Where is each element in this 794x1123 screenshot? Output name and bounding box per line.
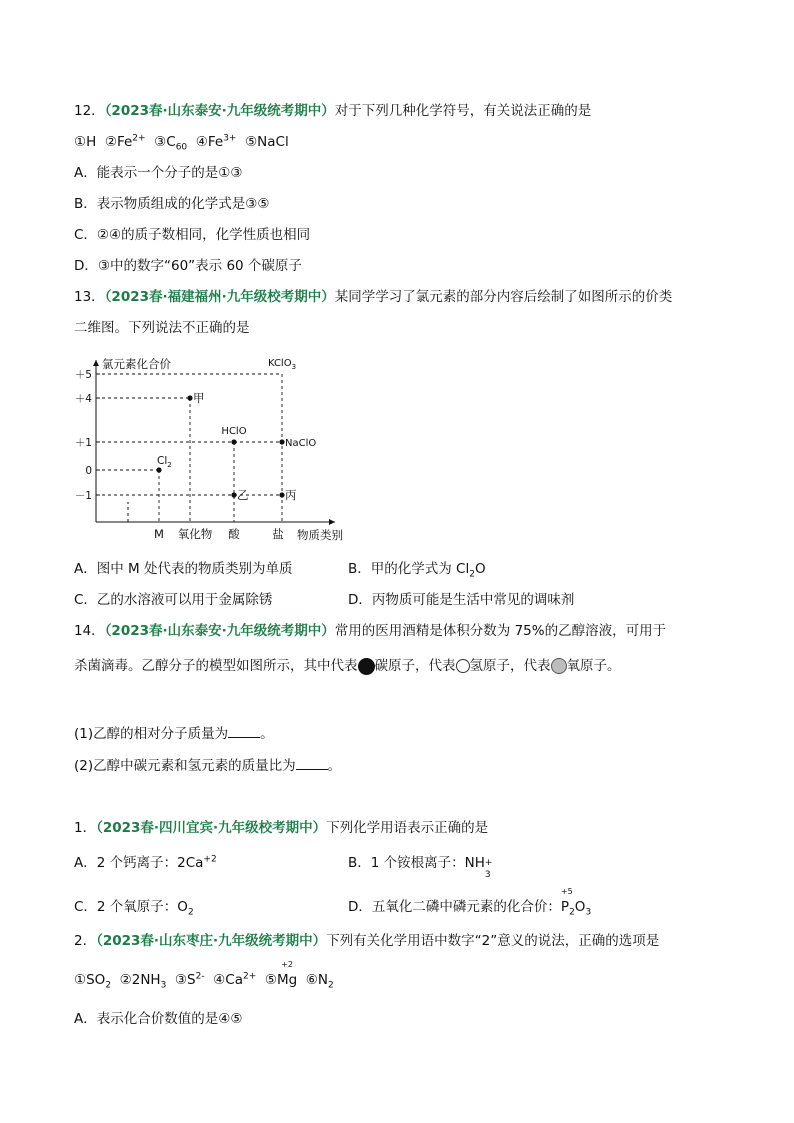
- symbol-5: ⑤: [264, 972, 277, 988]
- carbon-atom-icon: [358, 658, 375, 675]
- q1-option-d: [348, 887, 592, 918]
- q13-option-b: [348, 559, 486, 579]
- q1-option-c: [74, 897, 194, 917]
- valence-marked-p: [560, 887, 573, 917]
- y-tick-label: 0: [85, 465, 92, 477]
- answer-blank-2[interactable]: [296, 757, 328, 770]
- sub: 60: [175, 142, 188, 153]
- q2-symbols: [74, 960, 334, 991]
- symbol-4: ④Fe: [195, 134, 224, 150]
- q13-text: 某同学学习了氯元素的部分内容后绘制了如图所示的价类: [334, 289, 673, 305]
- q14-part-2-end: 。: [327, 758, 342, 774]
- y-tick-label: ＋5: [74, 369, 92, 381]
- q13-option-d: D．丙物质可能是生活中常见的调味剂: [348, 592, 575, 608]
- symbol-1: ①SO: [74, 972, 106, 988]
- element-o: O: [574, 899, 586, 915]
- sup: 2+: [242, 971, 257, 982]
- q13-option-b-end: O: [474, 561, 486, 577]
- q2-source: （2023春·山东枣庄·九年级统考期中）: [96, 933, 327, 949]
- q1-option-a-text: A．2 个钙离子：2Ca: [74, 855, 204, 871]
- x-tick-label-氧化物: 氧化物: [177, 527, 213, 541]
- data-point-0: [156, 467, 161, 472]
- q14-text: 常用的医用酒精是体积分数为 75%的乙醇溶液，可用于: [334, 623, 667, 639]
- sub: 2: [187, 907, 194, 918]
- hydrogen-atom-icon: [456, 659, 470, 673]
- q2-number: 2．: [74, 933, 97, 949]
- symbol-2: ②Fe: [104, 134, 133, 150]
- q12-option-d: D．③中的数字“60”表示 60 个碳原子: [74, 258, 302, 274]
- q1-stem: [74, 818, 488, 838]
- sup: 2+: [132, 133, 146, 144]
- q12-option-a: A．能表示一个分子的是①③: [74, 165, 243, 181]
- annotation-label-0: KClO$_3$: [267, 358, 297, 371]
- y-axis-label: 氯元素化合价: [102, 357, 171, 371]
- symbol-3: ③S: [174, 972, 196, 988]
- point-label-0-sub: 2: [167, 461, 172, 469]
- sup: 2-: [195, 971, 205, 982]
- symbol-1: ①H: [74, 134, 97, 150]
- data-point-3: [231, 492, 236, 497]
- q13-stem-2: 二维图。下列说法不正确的是: [74, 320, 250, 336]
- sub: 2: [327, 980, 334, 991]
- q14-text-a: 杀菌滴毒。乙醇分子的模型如图所示，其中代表: [74, 658, 358, 674]
- point-label-0: $Cl_2$: [157, 455, 172, 469]
- data-point-2: [231, 439, 236, 444]
- q2-text: 下列有关化学用语中数字“2”意义的说法，正确的选项是: [326, 933, 660, 949]
- valence-top: +5: [560, 887, 573, 896]
- q1-option-d-text: D．五氧化二磷中磷元素的化合价：: [348, 899, 561, 915]
- point-label-3: 乙: [237, 488, 249, 502]
- q14-part-2-text: (2)乙醇中碳元素和氢元素的质量比为: [74, 758, 296, 774]
- answer-blank-1[interactable]: [228, 725, 260, 738]
- symbol-4: ④Ca: [213, 972, 243, 988]
- point-label-1: 甲: [193, 391, 205, 405]
- y-tick-label: ＋1: [74, 437, 92, 449]
- sub: 2: [105, 980, 112, 991]
- q1-number: 1．: [74, 820, 97, 836]
- data-point-5: [279, 492, 284, 497]
- x-tick-label-酸: 酸: [228, 527, 240, 541]
- q1-option-c-text: C．2 个氧原子：O: [74, 899, 188, 915]
- q12-number: 12．: [74, 103, 105, 119]
- q13-option-a: A．图中 M 处代表的物质类别为单质: [74, 561, 293, 577]
- q14-text-d: 氧原子。: [566, 658, 621, 674]
- point-label-2: HClO: [221, 426, 247, 437]
- q14-number: 14．: [74, 623, 105, 639]
- element-p: P: [560, 899, 570, 915]
- q12-text: 对于下列几种化学符号，有关说法正确的是: [334, 103, 592, 119]
- q13-number: 13．: [74, 289, 105, 305]
- q14-source: （2023春·山东泰安·九年级统考期中）: [104, 623, 335, 639]
- q13-option-c: C．乙的水溶液可以用于金属除锈: [74, 592, 273, 608]
- q14-stem: [74, 621, 666, 641]
- q1-option-b: B．1 个铵根离子：NH + 3: [348, 855, 493, 880]
- sub: 3: [160, 980, 167, 991]
- q13-source: （2023春·福建福州·九年级校考期中）: [104, 289, 335, 305]
- sup: +2: [203, 854, 217, 865]
- point-label-4: NaClO: [285, 438, 317, 449]
- q14-text-c: 氢原子，代表: [469, 658, 551, 674]
- q2-stem: [74, 931, 659, 951]
- element-mg: Mg: [276, 972, 298, 988]
- y-tick-label: ＋4: [74, 393, 92, 405]
- q12-option-c: C．②④的质子数相同，化学性质也相同: [74, 227, 311, 243]
- q2-option-a: A．表示化合价数值的是④⑤: [74, 1011, 243, 1027]
- symbol-6: ⑥N: [305, 972, 328, 988]
- symbol-3: ③C: [154, 134, 176, 150]
- q14-stem-2: [74, 656, 621, 676]
- q13-option-b-text: B．甲的化学式为 Cl: [348, 561, 470, 577]
- sup: 3+: [223, 133, 237, 144]
- y-tick-label: －1: [74, 490, 92, 502]
- symbol-5: ⑤NaCl: [245, 134, 289, 150]
- q14-part-1-text: (1)乙醇的相对分子质量为: [74, 726, 229, 742]
- q12-source: （2023春·山东泰安·九年级统考期中）: [104, 103, 335, 119]
- oxygen-atom-icon: [551, 658, 567, 674]
- x-axis-label: 物质类别: [297, 528, 343, 542]
- sub: 2: [469, 569, 475, 580]
- q14-part-1-end: 。: [260, 726, 274, 742]
- x-axis-arrow: [329, 519, 335, 525]
- q12-symbols: [74, 132, 289, 152]
- annotation-label-0-sub: 3: [291, 363, 297, 371]
- q14-text-b: 碳原子，代表: [374, 658, 456, 674]
- q14-part-2: [74, 756, 341, 776]
- q1-source: （2023春·四川宜宾·九年级校考期中）: [96, 820, 327, 836]
- x-tick-label-盐: 盐: [272, 527, 284, 541]
- q12-option-b: B．表示物质组成的化学式是③⑤: [74, 196, 270, 212]
- q1-option-a: [74, 853, 217, 873]
- y-axis-arrow: [93, 360, 99, 366]
- q1-text: 下列化学用语表示正确的是: [326, 820, 489, 836]
- q13-stem: [74, 287, 672, 307]
- q12-stem: [74, 101, 591, 121]
- point-label-5: 丙: [285, 488, 297, 502]
- data-point-1: [187, 395, 192, 400]
- sub: 3: [585, 907, 592, 918]
- valence-top: +2: [281, 960, 293, 969]
- x-tick-label-M: M: [154, 527, 164, 541]
- q1-option-b-text: B．1 个铵根离子：NH: [348, 855, 485, 871]
- data-point-4: [279, 439, 284, 444]
- valence-class-chart: [60, 352, 360, 548]
- symbol-2: ②2NH: [119, 972, 161, 988]
- sub: 2: [569, 907, 575, 918]
- q14-part-1: [74, 724, 274, 744]
- valence-marked-mg: [276, 960, 298, 990]
